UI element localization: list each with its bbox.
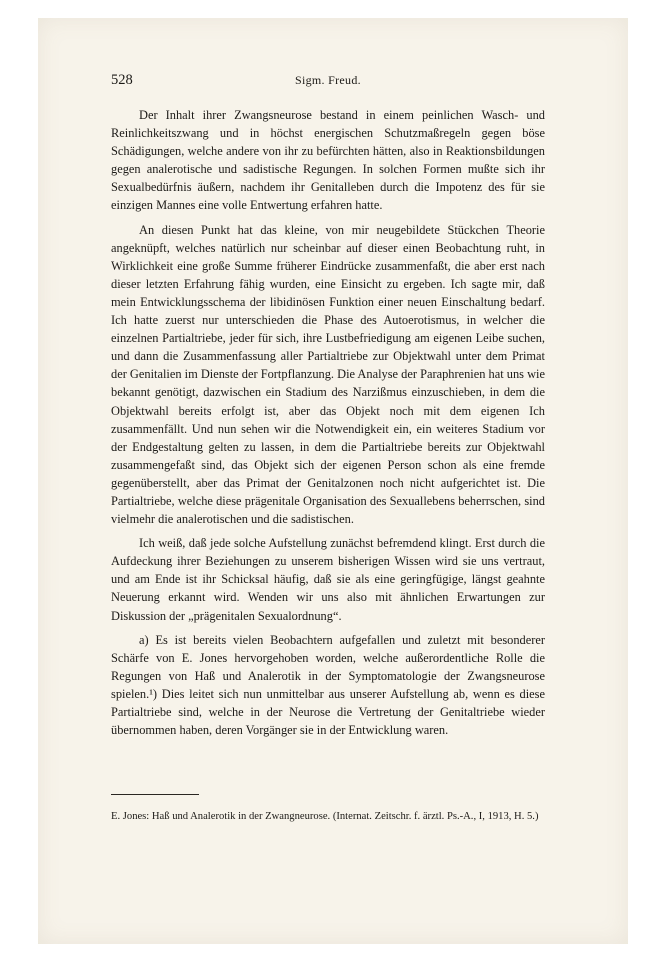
running-head: Sigm. Freud. (295, 73, 361, 87)
main-text (111, 106, 545, 739)
paragraph-4: a) Es ist bereits vielen Beobachtern aufgefallen und zuletzt mit besonderer Schärfe von E. Jones hervorgehoben worden, welche außerordentliche Rolle die Regungen von Haß und Analerotik in der Symptomatologie der Zwangsneurose spielen.¹) Dies leitet sich nun unmittelbar aus unserer Aufstellung ab, wenn es diese Partialtriebe sind, welche in der Neurose die Vertretung der Genitaltriebe wieder übernommen haben, deren Vorgänger sie in der Entwicklung waren. (111, 632, 545, 738)
footnote-divider (111, 794, 199, 795)
page-header (111, 72, 545, 92)
footnote: E. Jones: Haß und Analerotik in der Zwangneurose. (Internat. Zeitschr. f. ärztl. Ps.-A., I, 1913, H. 5.) (111, 811, 539, 822)
paragraph-1: Der Inhalt ihrer Zwangsneurose bestand in einem peinlichen Wasch- und Reinlichkeitszwang und in höchst energischen Schutzmaßregeln gegen böse Schädigungen, welche andere von ihr zu befürchten hätten, also in Reaktionsbildungen gegen analerotische und sadistische Regungen. In solchen Formen mußte sich ihr Sexualbedürfnis äußern, nachdem ihr Genitalleben durch die Impotenz des für sie einzigen Mannes eine volle Entwertung erfahren hatte. (111, 108, 545, 213)
paragraph-3: Ich weiß, daß jede solche Aufstellung zunächst befremdend klingt. Erst durch die Aufdeckung ihrer Beziehungen zu unserem bisherigen Wissen wird sie uns vertraut, und am Ende ist ihr Schicksal häufig, daß sie als eine geringfügige, längst geahnte Neuerung erkannt wird. Wenden wir uns also mit ähnlichen Erwartungen zur Diskussion der „prägenitalen Sexualordnung“. (111, 536, 545, 623)
paragraph-2: An diesen Punkt hat das kleine, von mir neugebildete Stückchen Theorie angeknüpft, welches natürlich nur scheinbar auf dieser einen Beobachtung ruht, in Wirklichkeit eine große Summe früherer Eindrücke zusammenfaßt, die aber erst nach dieser letzten Erfahrung fähig wurden, eine Einsicht zu ergeben. Ich sagte mir, daß mein Entwicklungsschema der libidinösen Funktion einer neuen Einschaltung bedarf. Ich hatte zuerst nur unterschieden die Phase des Autoerotismus, in welcher die einzelnen Partialtriebe, jeder für sich, ihre Lustbefriedigung am eigenen Leibe suchen, und dann die Zusammenfassung aller Partialtriebe zur Objektwahl unter dem Primat der Genitalien im Dienste der Fortpflanzung. Die Analyse der Paraphrenien hat uns wie bekannt genötigt, dazwischen ein Stadium des Narzißmus einzuschieben, in dem die Objektwahl bereits erfolgt ist, aber das Objekt noch mit dem eigenen Ich zusammenfällt. Und nun sehen wir die Notwendigkeit ein, ein weiteres Stadium vor der Endgestaltung gelten zu lassen, in dem die Partialtriebe bereits zur Objektwahl zusammengefaßt sind, das Objekt sich der eigenen Person schon als eine fremde gegenüberstellt, aber das Primat der Genitalzonen noch nicht aufgerichtet ist. Die Partialtriebe, welche diese prägenitale Organisation des Sexuallebens beherrschen, sind vielmehr die analerotischen und die sadistischen. (111, 222, 545, 527)
page-number: 528 (111, 72, 133, 88)
